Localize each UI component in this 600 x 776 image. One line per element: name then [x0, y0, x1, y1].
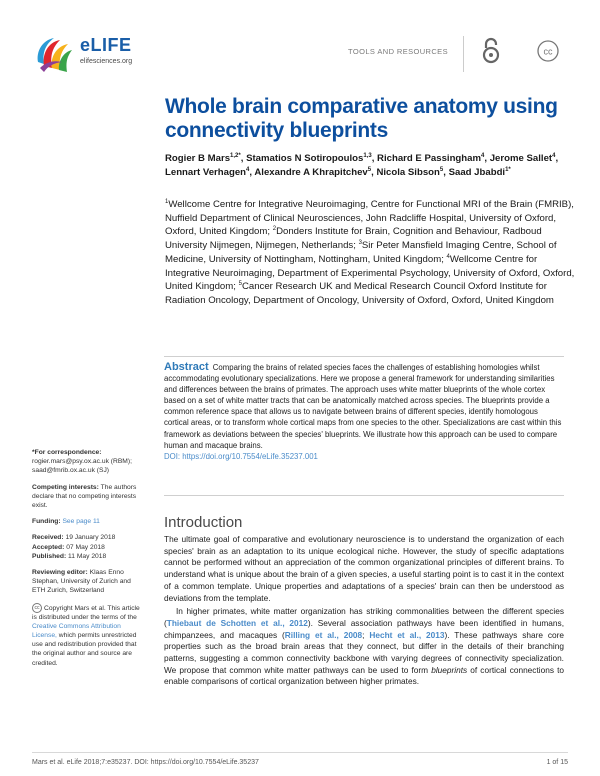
intro-paragraph-1: The ultimate goal of comparative and evolutionary neuroscience is to understand the organization of each species' brain as an adaptation to its unique ecological niche. However, the study of specific adaptations cannot be performed without an appreciation of the common organizational principles of different brains. To understand what is unique about the brain of a given species, a useful starting point is to cast it in the context of a common template. Unique properties and adaptations of a species' brain can then be understood as deviations from the template.: [164, 534, 564, 603]
elife-logo-icon: [32, 32, 76, 76]
published-label: Published:: [32, 552, 67, 560]
intro-text: of cortical connections to enable comparisons of cortical organization between higher primates.: [164, 664, 564, 687]
affiliation-text: Cancer Research UK and Medical Research Council Oxford Institute for Radiation Oncology, Department of Oncology, University of Oxford, Oxford, United Kingdom: [165, 281, 554, 306]
page-number: 1 of 15: [546, 759, 568, 766]
author-affiliation-sup: 4: [481, 152, 485, 159]
header-divider: [463, 36, 464, 72]
affiliation-list: [165, 198, 575, 308]
introduction-heading: Introduction: [164, 514, 243, 531]
competing-interests-block: [32, 483, 144, 511]
copyright-block: [32, 603, 144, 668]
author-name: Jerome Sallet: [489, 153, 553, 164]
published-date: 11 May 2018: [68, 552, 107, 560]
intro-text: In higher primates, white matter organization has striking commonalities between the different species (: [164, 606, 564, 628]
brand-name: eLIFE: [80, 35, 132, 55]
intro-paragraph-2: [164, 606, 564, 688]
author-affiliation-sup: 1*: [505, 166, 511, 173]
intro-text: ). Several association pathways have been identified in humans, chimpanzees, and macaques (: [164, 617, 564, 640]
cc-license-link[interactable]: Creative Commons Attribution License,: [32, 622, 121, 640]
brand-url[interactable]: elifesciences.org: [80, 58, 133, 65]
open-access-icon: [481, 36, 501, 66]
abstract-heading: Abstract: [164, 361, 209, 373]
affiliation-number: 2: [272, 226, 277, 233]
affiliation-text: Wellcome Centre for Integrative Neuroimaging, Centre for Functional MRI of the Brain (FMRIB), Nuffield Department of Clinical Neurosciences, John Radcliffe Hospital, University of Oxford, Oxford, United Kingdom;: [165, 199, 574, 238]
author-list: Rogier B Mars$^{1,2*}$, Stamatios N Sotiropoulos$^{1,3}$, Richard E Passingham$^4$, Jerome Sallet$^4$, Lennart Verhagen$^4$, Alexandre A Khrapitchev$^5$, Nicola Sibson$^5$, Saad Jbabdi$^{1*}$: [165, 152, 559, 178]
article-section-label: TOOLS AND RESOURCES: [348, 47, 448, 56]
author-affiliation-sup: 1,2*: [230, 152, 241, 159]
author-name: Lennart Verhagen: [165, 167, 247, 178]
correspondence-block: [32, 448, 144, 476]
correspondence-emails[interactable]: rogier.mars@psy.ox.ac.uk (RBM); saad@fmrib.ox.ac.uk (SJ): [32, 458, 132, 475]
citation-link[interactable]: Thiebaut de Schotten et al., 2012: [166, 617, 308, 628]
abstract: [164, 362, 564, 462]
affiliation-number: 3: [358, 239, 362, 246]
reviewing-editor-label: Reviewing editor:: [32, 569, 88, 577]
abstract-top-rule: [164, 356, 564, 357]
reviewing-editor-block: [32, 568, 144, 596]
article-title: Whole brain comparative anatomy using connectivity blueprints: [165, 95, 558, 142]
author-name: Rogier B Mars: [165, 153, 231, 164]
intro-text: ). These pathways share core properties such as the broad brain areas that they connect, but differ in the details of their branching patterns, suggesting a common connectivity backbone with varying degrees of connectivity specialization. We propose that common white matter pathways can be used to form: [164, 629, 564, 675]
reviewing-editor-text: Klaas Enno Stephan, University of Zurich and ETH Zurich, Switzerland: [32, 569, 131, 595]
article-info-sidebar: [32, 448, 144, 675]
abstract-doi-link[interactable]: DOI: https://doi.org/10.7554/eLife.35237.001: [164, 451, 318, 461]
cc-glyph: cc: [543, 46, 553, 57]
correspondence-label: *For correspondence:: [32, 449, 102, 456]
footer-divider: [32, 752, 568, 753]
intro-text: ;: [362, 629, 370, 640]
affiliation-number: 4: [446, 253, 450, 260]
copyright-cc-icon: cc: [32, 603, 42, 613]
competing-interests-text: The authors declare that no competing interests exist.: [32, 483, 137, 510]
citation-link[interactable]: Rilling et al., 2008: [284, 629, 363, 640]
author-affiliation-sup: 4: [552, 152, 556, 159]
dates-block: [32, 533, 144, 561]
intro-emphasis: blueprints: [431, 664, 468, 675]
introduction-body: [164, 534, 564, 690]
author-affiliation-sup: 5: [367, 166, 372, 173]
author-affiliation-sup: 1,3: [363, 152, 372, 159]
affiliation-number: 1: [165, 198, 169, 205]
funding-label: Funding:: [32, 518, 61, 526]
accepted-date: 07 May 2018: [66, 543, 105, 551]
author-name: Stamatios N Sotiropoulos: [246, 153, 364, 164]
abstract-bottom-rule: [164, 495, 564, 496]
funding-block: [32, 517, 144, 526]
competing-interests-label: Competing interests:: [32, 483, 99, 491]
affiliation-text: Sir Peter Mansfield Imaging Centre, School of Medicine, University of Nottingham, Nottingham, United Kingdom;: [165, 240, 557, 265]
copyright-text: Copyright Mars et al. This article is distributed under the terms of the: [32, 604, 140, 621]
received-date: 19 January 2018: [65, 534, 116, 542]
copyright-text-end: which permits unrestricted use and redistribution provided that the original author and source are credited.: [32, 632, 137, 667]
citation-link[interactable]: Hecht et al., 2013: [369, 629, 445, 640]
author-name: Saad Jbabdi: [448, 167, 506, 178]
author-name: Alexandre A Khrapitchev: [254, 167, 368, 178]
author-name: Nicola Sibson: [376, 167, 440, 178]
author-name: Richard E Passingham: [377, 153, 482, 164]
funding-link[interactable]: See page 11: [62, 518, 100, 526]
affiliation-text: Wellcome Centre for Integrative Neuroimaging, Department of Experimental Psychology, University of Oxford, Oxford, United Kingdom;: [165, 253, 575, 293]
author-affiliation-sup: 5: [439, 166, 444, 173]
received-label: Received:: [32, 534, 64, 542]
accepted-label: Accepted:: [32, 543, 65, 551]
creative-commons-icon: [537, 40, 559, 62]
affiliation-number: 5: [238, 281, 242, 288]
footer-citation[interactable]: Mars et al. eLife 2018;7:e35237. DOI: https://doi.org/10.7554/eLife.35237: [32, 759, 259, 766]
affiliation-text: Donders Institute for Brain, Cognition and Behaviour, Radboud University Nijmegen, Nijmegen, Netherlands;: [165, 226, 542, 252]
author-affiliation-sup: 4: [246, 166, 250, 173]
abstract-body: Comparing the brains of related species faces the challenges of establishing homologies whilst accommodating evolutionary specializations. Here we propose a general framework for understanding similarities and differences between the brains of primates. The approach uses white matter blueprints of the whole cortex based on a set of white matter tracts that can be anatomically matched across species. The blueprints provide a common reference space that allows us to navigate between brains of different species, identify homologous cortical areas, or to transform whole cortical maps from one species to the other. Specializations are cast within this framework as deviations between the species' blueprints. We illustrate how this approach can be used to compare human and macaque brains.: [164, 363, 562, 450]
